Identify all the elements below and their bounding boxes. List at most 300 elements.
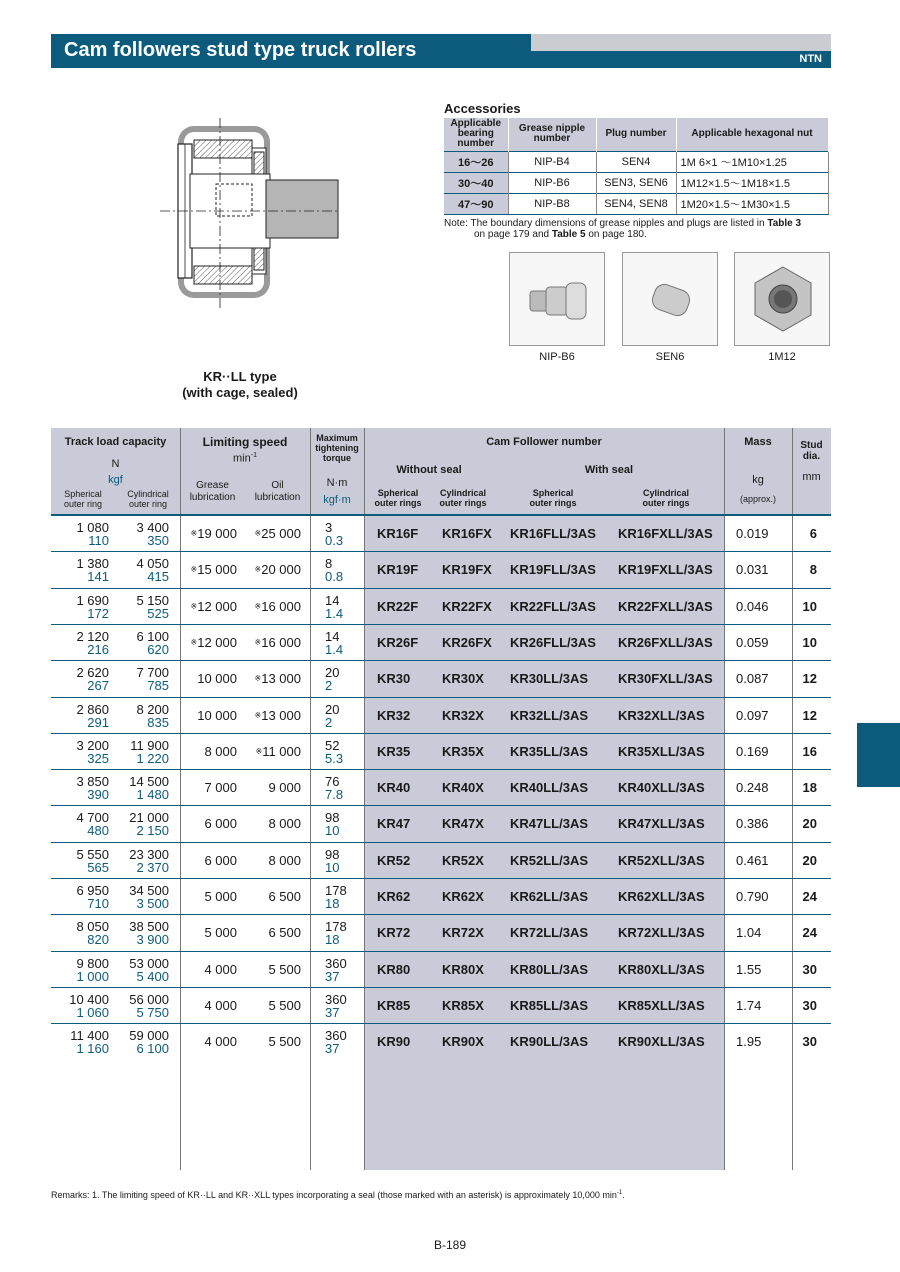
header-without-spherical: Spherical outer rings: [374, 488, 422, 508]
figure-caption: [175, 369, 305, 401]
table-cell-n1: KR26F: [377, 634, 419, 650]
table-cell-kgf_cyl: 525: [147, 605, 169, 621]
table-cell-nm: 178: [325, 883, 347, 898]
acc-row: [444, 151, 828, 172]
table-cell-n3: KR40LL/3AS: [510, 780, 589, 796]
table-cell-kgf_sph: 267: [87, 678, 109, 694]
table-cell-n_cyl: 38 500: [129, 919, 169, 935]
table-cell-kgf_cyl: 1 220: [136, 750, 169, 766]
table-cell-mass: 0.059: [736, 634, 769, 650]
table-cell-stud: 24: [802, 889, 817, 904]
row-rule: [51, 805, 831, 806]
table-cell-oil: ※13 000: [254, 707, 301, 723]
acc-header-bearing: Applicable bearing number: [444, 118, 508, 151]
row-rule: [51, 878, 831, 879]
column-divider: [364, 428, 365, 1170]
table-cell-kgf_sph: 480: [87, 823, 109, 839]
table-cell-kgf_cyl: 785: [147, 678, 169, 694]
table-cell-n1: KR90: [377, 1034, 411, 1050]
table-cell-mass: 0.046: [736, 598, 769, 614]
table-cell-nm: 8: [325, 556, 333, 572]
table-cell-n2: KR52X: [442, 852, 484, 868]
table-cell-n_cyl: 6 100: [136, 628, 169, 644]
acc-cell: SEN4, SEN8: [596, 193, 676, 214]
acc-cell: 1M20×1.5～1M30×1.5: [676, 193, 828, 214]
acc-cell: SEN3, SEN6: [596, 172, 676, 193]
page-title: Cam followers stud type truck rollers: [64, 39, 417, 61]
table-cell-n4: KR62XLL/3AS: [618, 889, 705, 904]
table-cell-oil: 5 500: [268, 1034, 301, 1050]
table-cell-kgfm: 10: [325, 823, 340, 839]
header-speed-unit: $\min^{-1}$: [233, 452, 257, 465]
table-cell-kgf_cyl: 6 100: [136, 1041, 169, 1057]
table-cell-oil: ※11 000: [255, 743, 301, 759]
row-rule: [51, 1023, 831, 1024]
acc-cell: 1M12×1.5～1M18×1.5: [676, 172, 828, 193]
header-unit-n: N: [111, 458, 120, 470]
table-cell-kgf_sph: 110: [88, 533, 109, 548]
table-cell-grease: 5 000: [204, 889, 237, 904]
table-cell-n1: KR85: [377, 997, 411, 1013]
table-cell-kgf_sph: 710: [87, 896, 109, 911]
table-cell-stud: 8: [809, 562, 817, 578]
table-cell-n4: KR40XLL/3AS: [618, 780, 705, 796]
remarks: Remarks: 1. The limiting speed of KR··LL and KR··XLL types incorporating a seal (those marked with an asterisk) is approximately 10,000 $\min^{-1}$.: [51, 1190, 625, 1200]
table-cell-stud: 10: [802, 598, 817, 614]
photo-label-plug: SEN6: [655, 351, 685, 363]
table-cell-kgfm: 1.4: [325, 641, 344, 657]
table-cell-n3: KR26FLL/3AS: [510, 634, 596, 650]
table-cell-mass: 0.461: [736, 852, 769, 868]
table-cell-oil: 5 500: [268, 961, 301, 977]
table-cell-kgfm: 7.8: [325, 787, 344, 803]
table-cell-mass: 0.248: [736, 780, 769, 796]
table-cell-n1: KR62: [377, 889, 411, 904]
table-cell-stud: 10: [802, 634, 817, 650]
table-cell-n4: KR85XLL/3AS: [618, 997, 705, 1013]
figure-caption-desc: (with cage, sealed): [182, 385, 298, 400]
header-limiting-speed: Limiting speed: [202, 435, 288, 449]
table-cell-n_sph: 5 550: [76, 846, 109, 862]
table-cell-stud: 12: [802, 671, 817, 687]
table-cell-oil: 9 000: [268, 780, 301, 796]
table-cell-kgfm: 0.3: [325, 533, 344, 548]
title-bar-accent: [531, 34, 831, 51]
table-cell-kgfm: 37: [325, 1041, 340, 1057]
table-cell-n_cyl: 53 000: [129, 955, 169, 971]
row-rule: [51, 769, 831, 770]
table-cell-nm: 98: [325, 810, 340, 826]
table-cell-n_sph: 1 380: [76, 556, 109, 572]
table-cell-n2: KR80X: [442, 961, 484, 977]
table-cell-n1: KR22F: [377, 598, 419, 614]
row-rule: [51, 951, 831, 952]
page-number: B-189: [433, 1238, 467, 1252]
table-cell-mass: 0.087: [736, 671, 769, 687]
acc-cell: 16～26: [444, 151, 508, 172]
photo-grease-nipple: [509, 252, 605, 346]
table-cell-nm: 360: [325, 991, 347, 1007]
table-cell-n3: KR72LL/3AS: [510, 925, 589, 941]
table-cell-grease: 10 000: [197, 707, 237, 723]
table-cell-n1: KR72: [377, 925, 411, 941]
photo-label-nut: 1M12: [768, 351, 796, 363]
header-rule: [51, 514, 831, 516]
header-oil-lubrication: Oil lubrication: [254, 480, 301, 503]
table-cell-nm: 52: [325, 737, 340, 753]
table-cell-n2: KR85X: [442, 997, 484, 1013]
header-unit-kgf: kgf: [108, 474, 123, 486]
table-cell-grease: 4 000: [204, 1034, 237, 1050]
note-mid: on page 179 and: [474, 229, 552, 240]
table-cell-stud: 6: [809, 526, 817, 541]
table-cell-n_cyl: 59 000: [129, 1028, 169, 1044]
table-cell-kgf_cyl: 3 500: [136, 896, 169, 911]
table-cell-stud: 12: [802, 707, 817, 723]
table-cell-grease: 4 000: [204, 961, 237, 977]
row-rule: [51, 624, 831, 625]
note-table5: Table 5: [551, 229, 586, 240]
table-cell-n3: KR32LL/3AS: [510, 707, 589, 723]
table-cell-n4: KR47XLL/3AS: [618, 816, 705, 832]
table-cell-stud: 30: [802, 1034, 817, 1050]
note-suffix: on page 180.: [585, 229, 647, 240]
table-cell-kgf_sph: 1 160: [76, 1041, 109, 1057]
table-cell-n3: KR52LL/3AS: [510, 852, 589, 868]
table-cell-n_sph: 11 400: [70, 1028, 109, 1044]
table-cell-n3: KR30LL/3AS: [510, 671, 589, 687]
table-cell-mass: 1.55: [736, 961, 762, 977]
table-cell-kgfm: 2: [325, 714, 333, 730]
table-cell-kgf_sph: 216: [87, 641, 109, 657]
table-cell-kgfm: 1.4: [325, 605, 344, 621]
acc-cell: NIP-B4: [508, 151, 596, 172]
table-cell-n4: KR19FXLL/3AS: [618, 562, 713, 578]
table-cell-n4: KR32XLL/3AS: [618, 707, 705, 723]
table-cell-n1: KR80: [377, 961, 411, 977]
table-cell-n_sph: 2 120: [76, 628, 109, 644]
section-tab: [857, 723, 900, 787]
table-cell-n3: KR16FLL/3AS: [510, 526, 596, 541]
header-unit-mm: mm: [802, 471, 821, 483]
table-cell-n1: KR16F: [377, 526, 419, 541]
table-cell-n_sph: 4 700: [76, 810, 109, 826]
photo-hex-nut: [734, 252, 830, 346]
table-cell-n_cyl: 14 500: [129, 774, 169, 790]
grease-nipple-image: [510, 253, 606, 347]
table-cell-oil: ※16 000: [254, 634, 301, 650]
figure-caption-type: KR··LL type: [203, 369, 277, 384]
table-cell-kgfm: 2: [325, 678, 333, 694]
accessories-title: Accessories: [444, 101, 521, 116]
header-cam-follower-number: Cam Follower number: [486, 436, 602, 448]
table-cell-oil: 8 000: [268, 852, 301, 868]
table-cell-kgf_cyl: 5 400: [136, 968, 169, 984]
header-unit-kgfm: kgf·m: [323, 494, 351, 506]
column-divider: [310, 428, 311, 1170]
table-cell-stud: 16: [802, 743, 817, 759]
table-cell-n1: KR35: [377, 743, 411, 759]
table-cell-n4: KR80XLL/3AS: [618, 961, 705, 977]
table-cell-n2: KR90X: [442, 1034, 484, 1050]
table-cell-n2: KR35X: [442, 743, 484, 759]
table-cell-stud: 24: [802, 925, 817, 941]
table-cell-n_sph: 2 620: [76, 665, 109, 681]
table-cell-grease: 7 000: [204, 780, 237, 796]
table-cell-n_cyl: 4 050: [136, 556, 169, 572]
table-cell-n_sph: 2 860: [76, 701, 109, 717]
table-cell-grease: 5 000: [204, 925, 237, 941]
acc-cell: SEN4: [596, 151, 676, 172]
table-cell-n_cyl: 21 000: [129, 810, 169, 826]
table-cell-n2: KR26FX: [442, 634, 492, 650]
table-cell-n3: KR62LL/3AS: [510, 889, 589, 904]
table-cell-n3: KR22FLL/3AS: [510, 598, 596, 614]
table-cell-nm: 20: [325, 665, 340, 681]
table-cell-n_sph: 8 050: [76, 919, 109, 935]
table-cell-n2: KR47X: [442, 816, 484, 832]
header-max-torque: Maximum tightening torque: [315, 433, 359, 463]
header-with-cylindrical: Cylindrical outer rings: [642, 488, 690, 508]
table-cell-kgfm: 37: [325, 1004, 340, 1020]
table-cell-oil: 6 500: [268, 889, 301, 904]
table-cell-nm: 76: [325, 774, 340, 790]
table-cell-mass: 0.169: [736, 743, 769, 759]
acc-cell: 47～90: [444, 193, 508, 214]
table-cell-kgf_sph: 325: [87, 750, 109, 766]
table-cell-kgfm: 5.3: [325, 750, 344, 766]
table-cell-n3: KR90LL/3AS: [510, 1034, 589, 1050]
table-cell-n4: KR16FXLL/3AS: [618, 526, 713, 541]
table-cell-mass: 1.04: [736, 925, 762, 941]
acc-row: [444, 193, 828, 214]
table-cell-n2: KR22FX: [442, 598, 492, 614]
header-cylindrical-outer-ring: Cylindrical outer ring: [127, 489, 169, 509]
table-cell-n2: KR30X: [442, 671, 484, 687]
table-cell-n3: KR19FLL/3AS: [510, 562, 596, 578]
table-cell-grease: 10 000: [197, 671, 237, 687]
table-cell-mass: 1.95: [736, 1034, 762, 1050]
table-cell-n1: KR32: [377, 707, 411, 723]
table-cell-n1: KR30: [377, 671, 411, 687]
table-cell-kgf_sph: 172: [87, 605, 109, 621]
table-cell-stud: 30: [802, 961, 817, 977]
table-cell-kgf_sph: 390: [87, 787, 109, 803]
table-cell-n2: KR40X: [442, 780, 484, 796]
table-cell-n4: KR30FXLL/3AS: [618, 671, 713, 687]
table-cell-kgf_sph: 1 060: [76, 1004, 109, 1020]
table-cell-n2: KR19FX: [442, 562, 492, 578]
table-cell-oil: ※13 000: [254, 671, 301, 687]
table-cell-nm: 178: [325, 919, 347, 935]
table-cell-n_cyl: 5 150: [136, 592, 169, 608]
table-cell-kgf_cyl: 620: [147, 641, 169, 657]
table-cell-grease: ※19 000: [190, 526, 237, 541]
table-cell-kgf_cyl: 2 370: [136, 859, 169, 875]
table-cell-n_sph: 9 800: [76, 955, 109, 971]
table-cell-n_cyl: 3 400: [136, 520, 169, 535]
table-cell-kgfm: 18: [325, 932, 340, 948]
header-grease-lubrication: Grease lubrication: [189, 480, 236, 503]
table-cell-n_sph: 3 850: [76, 774, 109, 790]
table-cell-oil: 5 500: [268, 997, 301, 1013]
table-cell-n_cyl: 34 500: [129, 883, 169, 898]
table-cell-n1: KR19F: [377, 562, 419, 578]
bearing-section-drawing: [160, 118, 340, 308]
table-cell-nm: 14: [325, 628, 340, 644]
table-cell-n4: KR72XLL/3AS: [618, 925, 705, 941]
header-stud-dia: Stud dia.: [800, 440, 823, 462]
header-unit-nm: N·m: [326, 477, 348, 489]
table-cell-n3: KR80LL/3AS: [510, 961, 589, 977]
table-cell-mass: 0.097: [736, 707, 769, 723]
table-cell-oil: ※20 000: [254, 562, 301, 578]
title-bar-brand-strip: [531, 51, 831, 68]
table-cell-n_sph: 10 400: [69, 991, 109, 1007]
table-cell-kgfm: 37: [325, 968, 340, 984]
table-cell-n_cyl: 11 900: [130, 737, 169, 753]
table-cell-n4: KR52XLL/3AS: [618, 852, 705, 868]
table-cell-n2: KR72X: [442, 925, 484, 941]
table-cell-kgf_cyl: 835: [147, 714, 169, 730]
table-cell-n_sph: 6 950: [76, 883, 109, 898]
table-cell-oil: 6 500: [268, 925, 301, 941]
row-rule: [51, 842, 831, 843]
photo-plug: [622, 252, 718, 346]
table-cell-kgf_cyl: 350: [147, 533, 169, 548]
table-cell-n_sph: 1 080: [76, 520, 109, 535]
table-cell-mass: 0.386: [736, 816, 769, 832]
acc-header-nipple: Grease nipple number: [508, 118, 596, 151]
table-cell-kgfm: 0.8: [325, 569, 344, 585]
table-cell-grease: ※12 000: [190, 634, 237, 650]
row-rule: [51, 987, 831, 988]
row-rule: [51, 697, 831, 698]
acc-cell: NIP-B6: [508, 172, 596, 193]
table-cell-n4: KR26FXLL/3AS: [618, 634, 713, 650]
table-cell-grease: ※12 000: [190, 598, 237, 614]
table-cell-nm: 20: [325, 701, 340, 717]
header-unit-kg: kg: [752, 474, 764, 486]
table-cell-oil: ※25 000: [254, 526, 301, 541]
table-cell-oil: ※16 000: [254, 598, 301, 614]
table-cell-n_sph: 1 690: [76, 592, 109, 608]
table-cell-n4: KR22FXLL/3AS: [618, 598, 713, 614]
brand-label: NTN: [799, 53, 822, 65]
table-cell-kgf_cyl: 2 150: [136, 823, 169, 839]
table-cell-kgf_cyl: 5 750: [136, 1004, 169, 1020]
table-cell-mass: 0.019: [736, 526, 769, 541]
table-cell-nm: 3: [325, 520, 333, 535]
table-cell-stud: 20: [802, 816, 817, 832]
table-cell-n3: KR47LL/3AS: [510, 816, 589, 832]
acc-header-nut: Applicable hexagonal nut: [676, 118, 828, 151]
table-cell-n1: KR40: [377, 780, 411, 796]
table-cell-mass: 1.74: [736, 997, 762, 1013]
table-cell-n_sph: 3 200: [76, 737, 109, 753]
header-with-spherical: Spherical outer rings: [529, 488, 577, 508]
table-cell-kgf_sph: 565: [87, 859, 109, 875]
table-cell-nm: 360: [325, 955, 347, 971]
table-cell-grease: 6 000: [204, 852, 237, 868]
table-cell-grease: 4 000: [204, 997, 237, 1013]
table-cell-n_cyl: 23 300: [129, 846, 169, 862]
row-rule: [51, 660, 831, 661]
photo-label-nipple: NIP-B6: [539, 351, 575, 363]
header-without-seal: Without seal: [396, 464, 462, 476]
table-cell-mass: 0.790: [736, 889, 769, 904]
header-without-cylindrical: Cylindrical outer rings: [439, 488, 487, 508]
table-cell-n4: KR90XLL/3AS: [618, 1034, 705, 1050]
note-table3: Table 3: [767, 218, 802, 229]
table-cell-oil: 8 000: [268, 816, 301, 832]
row-rule: [51, 551, 831, 552]
table-cell-n_cyl: 56 000: [129, 991, 169, 1007]
table-cell-stud: 18: [802, 780, 817, 796]
table-cell-grease: ※15 000: [190, 562, 237, 578]
header-spherical-outer-ring: Spherical outer ring: [63, 489, 103, 509]
table-cell-n_cyl: 8 200: [136, 701, 169, 717]
accessories-note: [444, 218, 834, 240]
acc-header-plug: Plug number: [596, 118, 676, 151]
note-prefix: Note: The boundary dimensions of grease nipples and plugs are listed in: [444, 218, 768, 229]
table-cell-kgfm: 18: [325, 896, 340, 911]
table-cell-kgf_sph: 141: [87, 569, 109, 585]
row-rule: [51, 588, 831, 589]
table-cell-kgf_cyl: 3 900: [136, 932, 169, 948]
header-mass: Mass: [744, 436, 772, 448]
table-cell-kgf_cyl: 1 480: [136, 787, 169, 803]
table-cell-mass: 0.031: [736, 562, 769, 578]
table-cell-n_cyl: 7 700: [136, 665, 169, 681]
cam-follower-table: [51, 428, 831, 1170]
row-rule: [51, 914, 831, 915]
table-cell-stud: 30: [802, 997, 817, 1013]
table-cell-n2: KR62X: [442, 889, 484, 904]
table-cell-nm: 14: [325, 592, 340, 608]
table-cell-n3: KR85LL/3AS: [510, 997, 589, 1013]
table-cell-n1: KR52: [377, 852, 411, 868]
table-cell-nm: 360: [325, 1028, 347, 1044]
table-cell-kgf_sph: 291: [87, 714, 109, 730]
table-cell-n4: KR35XLL/3AS: [618, 743, 705, 759]
acc-row: [444, 172, 828, 193]
acc-cell: NIP-B8: [508, 193, 596, 214]
hex-nut-image: [735, 253, 831, 347]
table-cell-n2: KR16FX: [442, 526, 492, 541]
acc-cell: 30～40: [444, 172, 508, 193]
table-cell-kgfm: 10: [325, 859, 340, 875]
table-cell-n3: KR35LL/3AS: [510, 743, 589, 759]
header-with-seal: With seal: [584, 464, 634, 476]
table-cell-n2: KR32X: [442, 707, 484, 723]
table-cell-grease: 6 000: [204, 816, 237, 832]
acc-cell: 1M 6×1 ～1M10×1.25: [676, 151, 828, 172]
plug-image: [623, 253, 719, 347]
accessories-table: [444, 118, 829, 215]
column-divider: [724, 428, 725, 1170]
table-cell-stud: 20: [802, 852, 817, 868]
row-rule: [51, 733, 831, 734]
table-cell-n1: KR47: [377, 816, 411, 832]
table-cell-kgf_sph: 1 000: [76, 968, 109, 984]
table-cell-kgf_sph: 820: [87, 932, 109, 948]
table-cell-kgf_cyl: 415: [147, 569, 169, 585]
header-approx: (approx.): [739, 494, 776, 504]
header-track-load: Track load capacity: [64, 436, 167, 448]
table-cell-nm: 98: [325, 846, 340, 862]
table-cell-grease: 8 000: [204, 743, 237, 759]
